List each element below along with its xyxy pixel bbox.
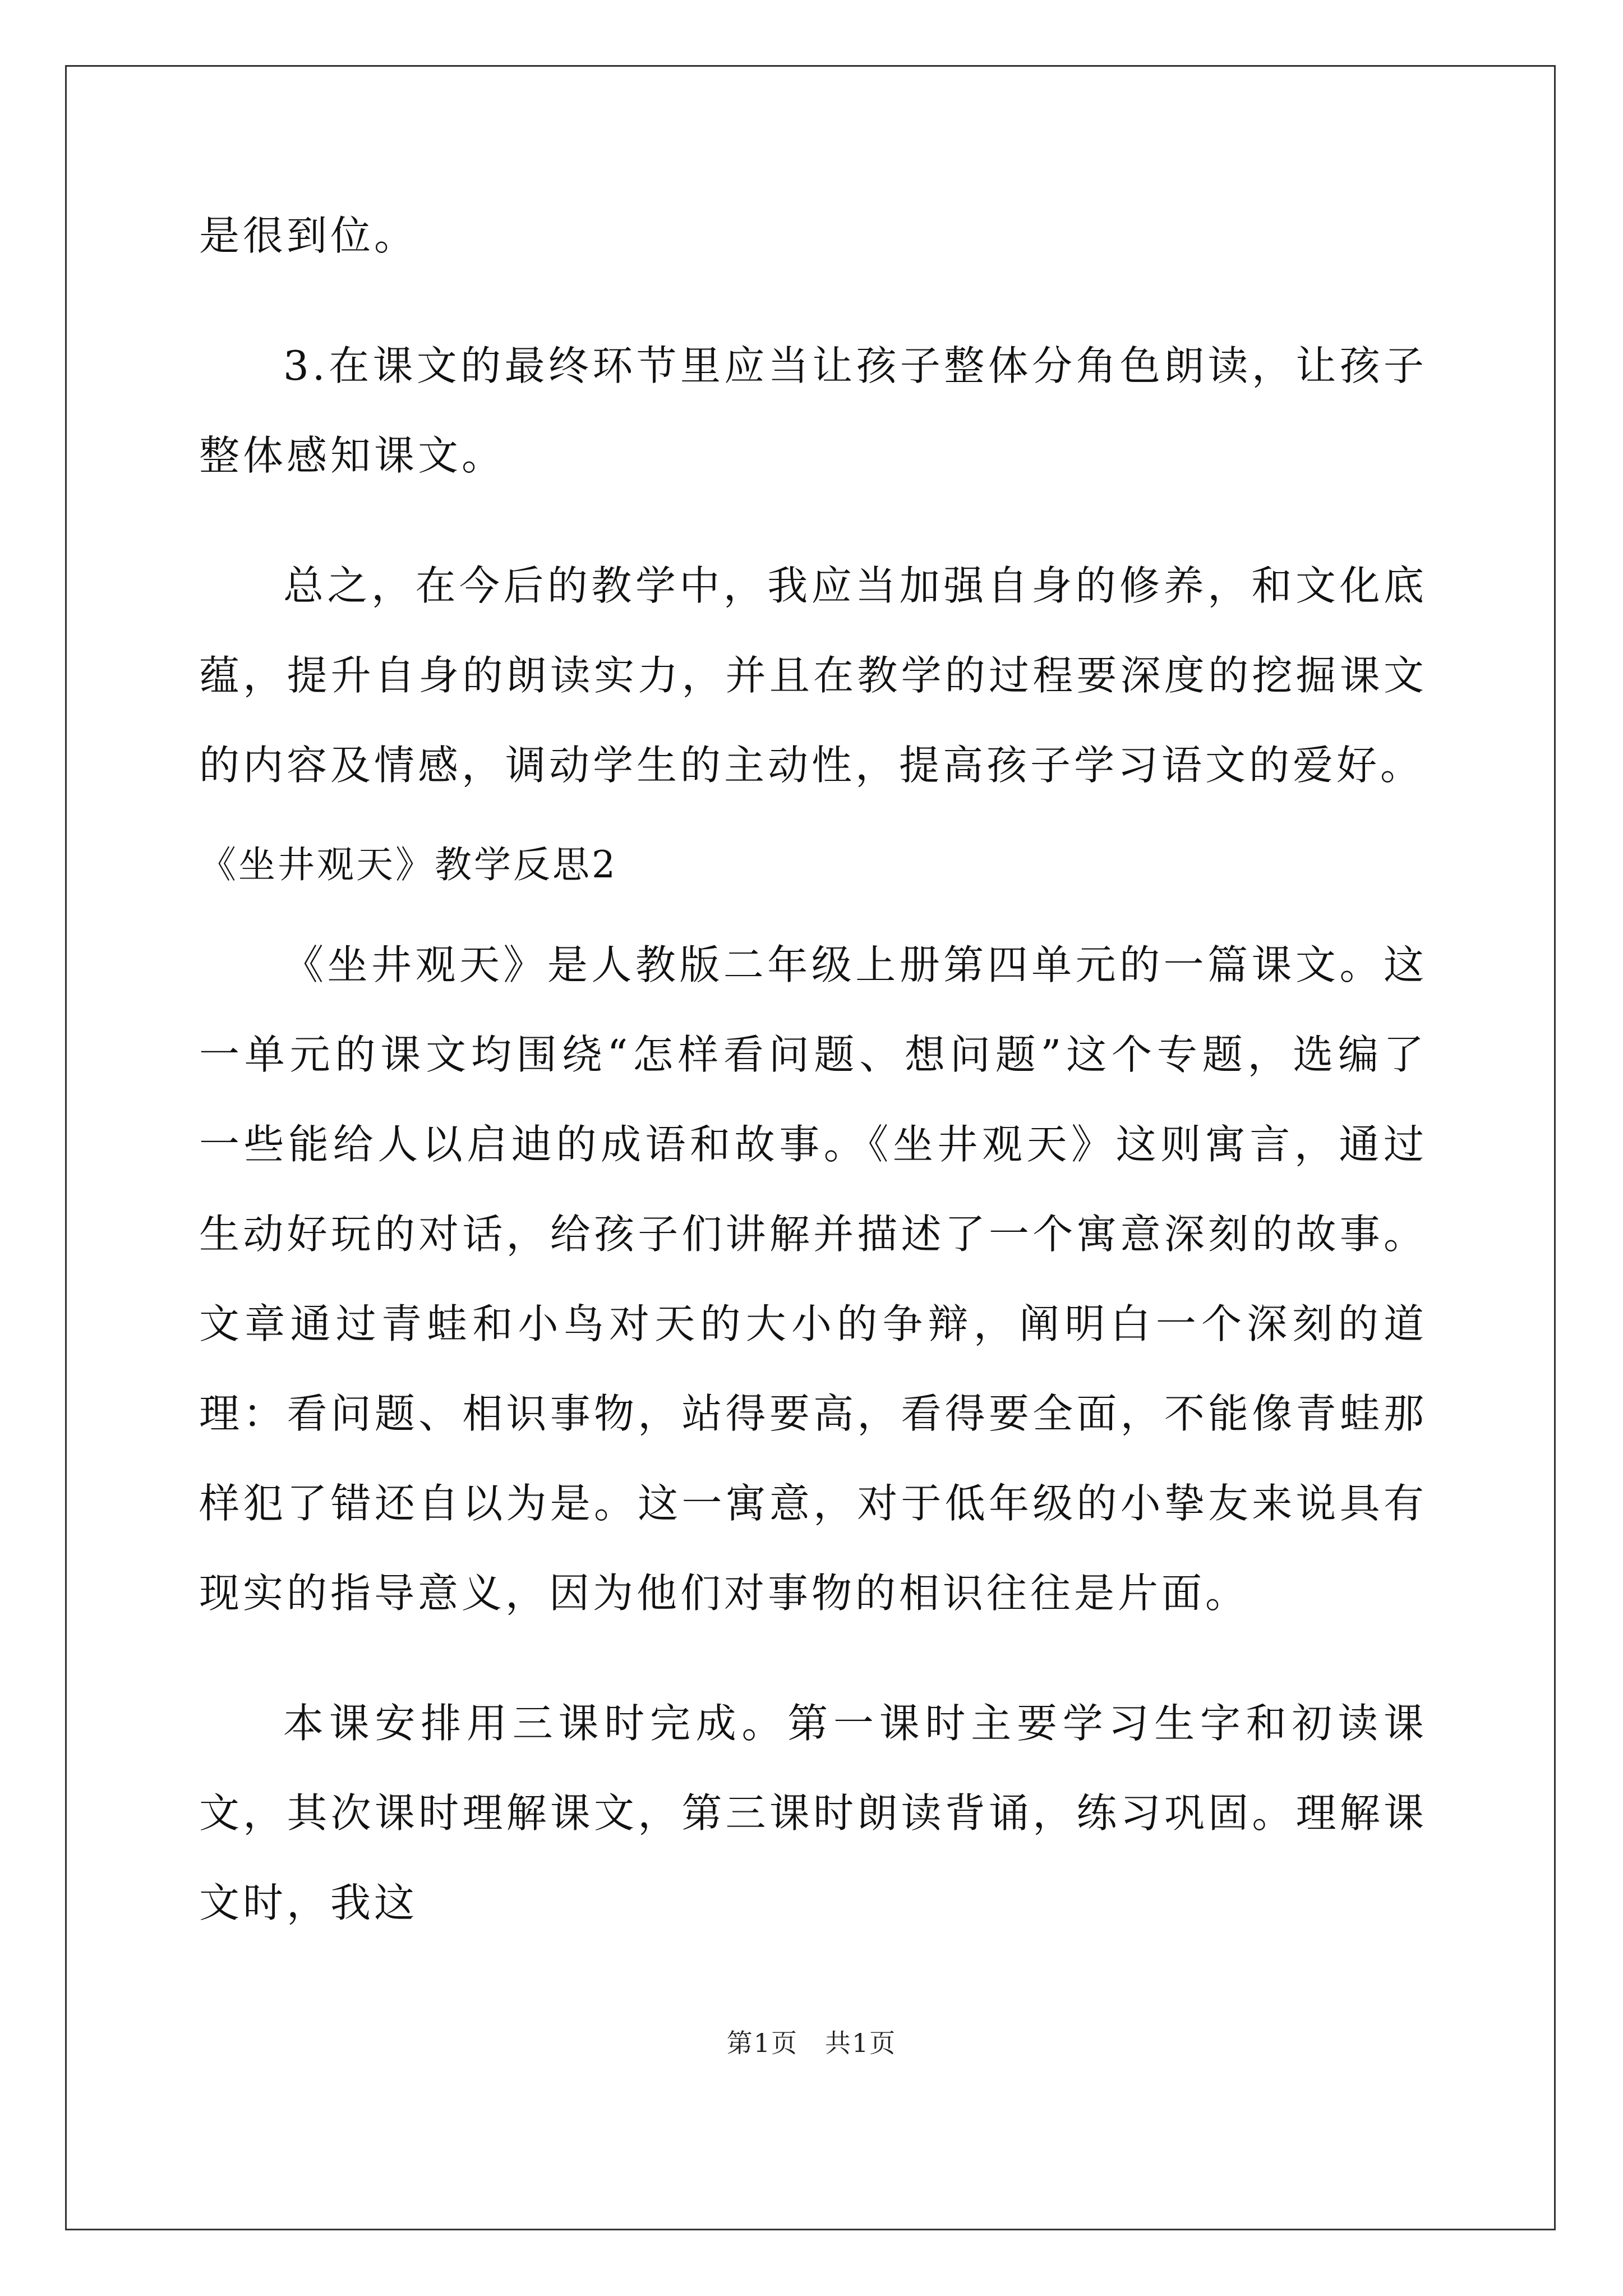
paragraph-4: 《坐井观天》是人教版二年级上册第四单元的一篇课文。这一单元的课文均围绕“怎样看问题、想问题”这个专题，选编了一些能给人以启迪的成语和故事。《坐井观天》这则寓言，通过生动好玩的对话，给孩子们讲解并描述了一个寓意深刻的故事。文章通过青蛙和小鸟对天的大小的争辩，阐明白一个深刻的道理：看问题、相识事物，站得要高，看得要全面，不能像青蛙那样犯了错还自以为是。这一寓意，对于低年级的小挚友来说具有现实的指导意义，因为他们对事物的相识往往是片面。 <box>199 941 1427 1617</box>
section-heading: 《坐井观天》教学反思2 <box>199 843 617 886</box>
paragraph-2: 3.在课文的最终环节里应当让孩子整体分角色朗读，让孩子整体感知课文。 <box>199 342 1427 479</box>
document-body <box>199 191 1427 1948</box>
paragraph-3: 总之，在今后的教学中，我应当加强自身的修养，和文化底蕴，提升自身的朗读实力，并且在教学的过程要深度的挖掘课文的内容及情感，调动学生的主动性，提高孩子学习语文的爱好。 <box>199 562 1427 789</box>
page-number: 第1页 共1页 <box>726 2028 897 2058</box>
paragraph-5: 本课安排用三课时完成。第一课时主要学习生字和初读课文，其次课时理解课文，第三课时朗读背诵，练习巩固。理解课文时，我这 <box>199 1700 1427 1926</box>
paragraph-1: 是很到位。 <box>199 212 418 259</box>
